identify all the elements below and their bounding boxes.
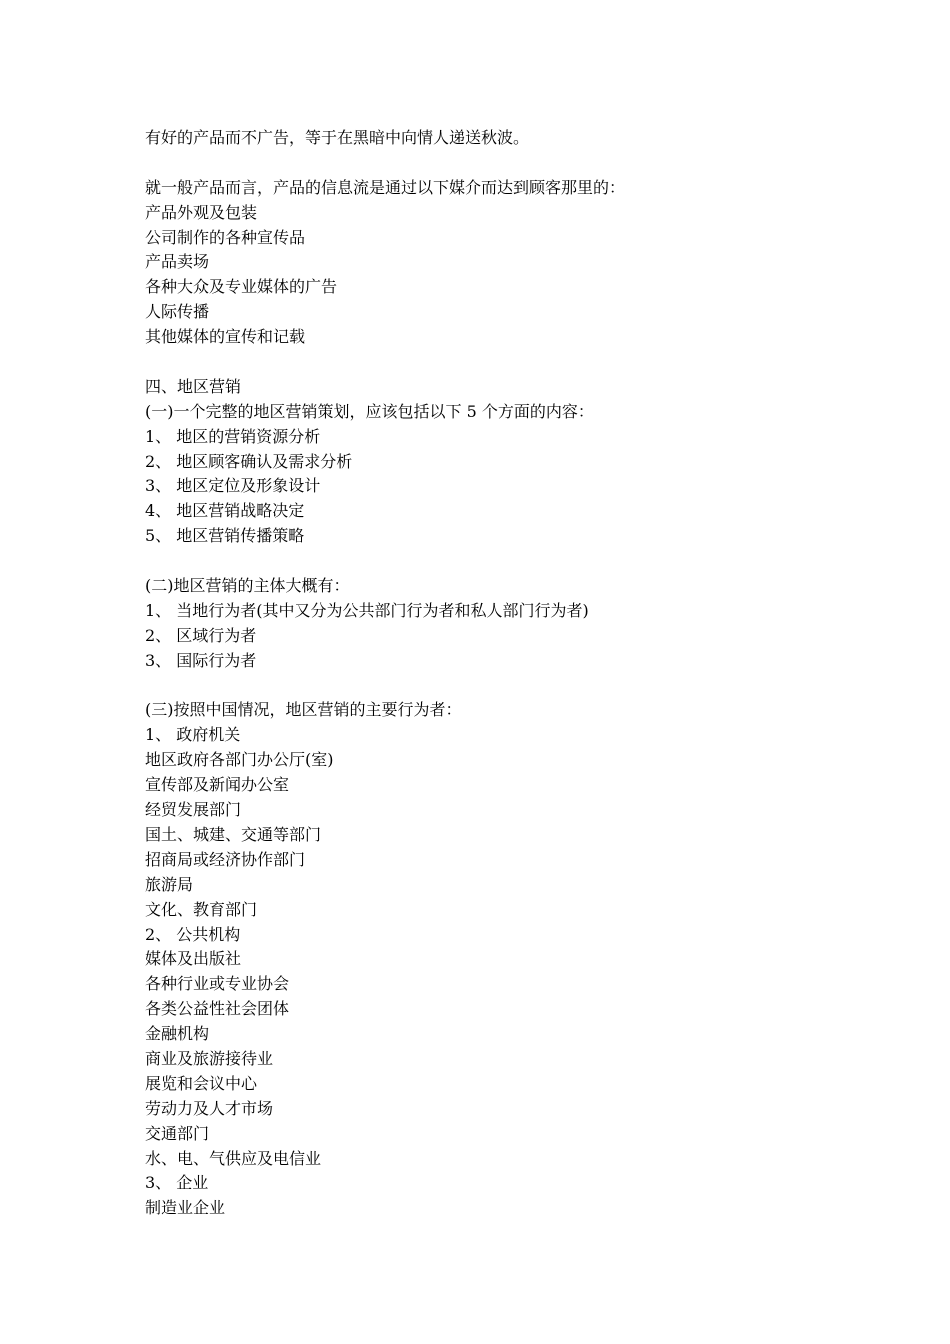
list-item: 2、 区域行为者 (145, 625, 257, 645)
list-item: 水、电、气供应及电信业 (145, 1148, 322, 1168)
section-heading: 四、地区营销 (145, 376, 242, 396)
list-item: 制造业企业 (145, 1198, 226, 1218)
text-line: 有好的产品而不广告，等于在黑暗中向情人递送秋波。 (145, 128, 530, 147)
list-item: 产品外观及包装 (145, 202, 258, 222)
list-item: 交通部门 (145, 1123, 210, 1143)
list-item: 劳动力及人才市场 (145, 1098, 274, 1118)
list-item: 3、 国际行为者 (145, 650, 257, 670)
list-item: 宣传部及新闻办公室 (145, 775, 290, 795)
list-item: 1、 政府机关 (145, 725, 241, 745)
blank-line (145, 151, 845, 176)
list-item: 文化、教育部门 (145, 899, 258, 919)
list-item: 3、 地区定位及形象设计 (145, 476, 321, 496)
list-item: 3、 企业 (145, 1173, 209, 1193)
list-item: 经贸发展部门 (145, 800, 242, 820)
list-item: 国土、城建、交通等部门 (145, 824, 322, 844)
list-item: 人际传播 (145, 302, 210, 322)
list-item: 金融机构 (145, 1024, 210, 1044)
list-item: 各类公益性社会团体 (145, 999, 290, 1019)
subsection-heading: (一)一个完整的地区营销策划，应该包括以下 5 个方面的内容： (145, 401, 594, 421)
subsection-heading: (二)地区营销的主体大概有： (145, 576, 350, 596)
list-item: 商业及旅游接待业 (145, 1048, 274, 1068)
list-item: 1、 当地行为者(其中又分为公共部门行为者和私人部门行为者) (145, 600, 589, 620)
list-item: 其他媒体的宣传和记载 (145, 327, 306, 347)
document-body (145, 126, 845, 1221)
list-item: 2、 公共机构 (145, 924, 241, 944)
list-item: 产品卖场 (145, 252, 210, 272)
list-item: 2、 地区顾客确认及需求分析 (145, 451, 353, 471)
list-item: 旅游局 (145, 874, 194, 894)
blank-line (145, 549, 845, 574)
list-item: 招商局或经济协作部门 (145, 849, 306, 869)
list-item: 1、 地区的营销资源分析 (145, 426, 321, 446)
list-item: 4、 地区营销战略决定 (145, 501, 305, 521)
list-item: 展览和会议中心 (145, 1073, 258, 1093)
blank-line (145, 674, 845, 699)
list-item: 5、 地区营销传播策略 (145, 526, 305, 546)
subsection-heading: (三)按照中国情况，地区营销的主要行为者： (145, 700, 462, 720)
list-item: 媒体及出版社 (145, 949, 242, 969)
list-item: 各种大众及专业媒体的广告 (145, 277, 338, 297)
list-item: 各种行业或专业协会 (145, 974, 290, 994)
list-item: 地区政府各部门办公厅(室) (145, 750, 334, 770)
list-item: 公司制作的各种宣传品 (145, 227, 306, 247)
text-line: 就一般产品而言，产品的信息流是通过以下媒介而达到顾客那里的： (145, 177, 626, 197)
blank-line (145, 350, 845, 375)
